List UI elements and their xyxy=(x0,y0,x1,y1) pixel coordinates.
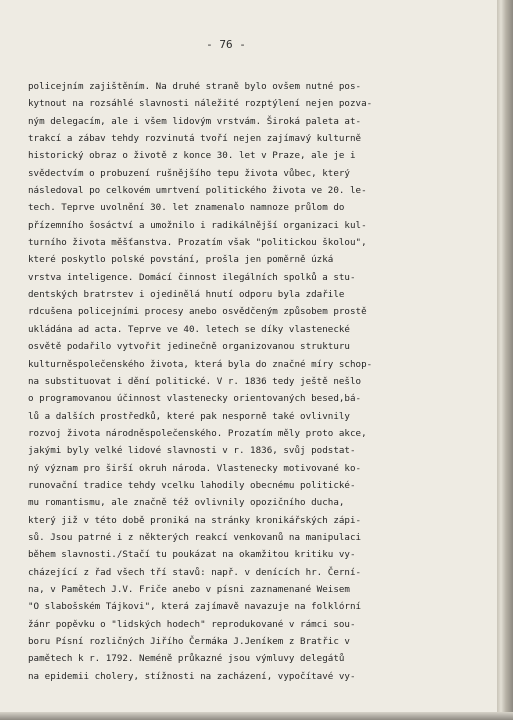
text-line: runovační tradice tehdy vcelku lahodily obecnému politické- xyxy=(28,479,356,491)
text-line: žánr popěvku o "lidských hodech" reprodukované v rámci sou- xyxy=(28,618,356,630)
text-line: tech. Teprve uvolnění 30. let znamenalo namnoze průlom do xyxy=(28,202,345,214)
page-bottom-edge xyxy=(0,712,513,720)
text-line: cházející z řad všech tří stavů: např. v denících hr. Černí- xyxy=(28,566,362,578)
text-line: rozvoj života národněspolečenského. Prozatím měly proto akce, xyxy=(28,427,367,439)
text-line: vrstva inteligence. Domácí činnost ilegálních spolků a stu- xyxy=(28,271,356,283)
text-line: které poskytlo polské povstání, prošla jen poměrně úzká xyxy=(28,254,334,266)
text-line: sů. Jsou patrné i z některých reakcí venkovanů na manipulaci xyxy=(28,531,362,543)
text-line: na epidemii cholery, stížnosti na zacházení, vypočítavé vy- xyxy=(28,670,356,682)
text-line: přízemního šosáctví a umožnilo i radikálnější organizaci kul- xyxy=(28,219,367,231)
text-line: "O slabošském Tájkovi", která zajímavě navazuje na folklórní xyxy=(28,601,362,613)
text-line: o programovanou účinnost vlastenecky orientovaných besed,bá- xyxy=(28,393,362,405)
text-line: boru Písní rozličných Jiřího Čermáka J.Jeníkem z Bratřic v xyxy=(28,636,350,647)
text-line: jakými byly velké lidové slavnosti v r. 1836, svůj podstat- xyxy=(28,445,356,457)
text-line: mu romantismu, ale značně též ovlivnily opozičního ducha, xyxy=(28,497,345,509)
text-line: svědectvím o probuzení rušnějšího tepu života vůbec, který xyxy=(28,167,350,179)
text-line: kytnout na rozsáhlé slavnosti náležité rozptýlení nejen pozva- xyxy=(28,98,373,110)
text-line: dentských bratrstev i ojedinělá hnutí odporu byla zdařile xyxy=(28,289,345,301)
text-line: následoval po celkovém umrtvení politického života ve 20. le- xyxy=(28,185,367,197)
text-line: trakcí a zábav tehdy rozvinutá tvoří nejen zajímavý kulturně xyxy=(28,133,362,145)
text-line: na, v Pamětech J.V. Friče anebo v písni zaznamenané Weisem xyxy=(28,583,350,595)
text-line: rdcušena policejními procesy anebo osvědčeným způsobem prostě xyxy=(28,306,367,318)
text-line: ukládána ad acta. Teprve ve 40. letech se díky vlastenecké xyxy=(28,323,350,335)
text-line: kulturněspolečenského života, která byla do značné míry schop- xyxy=(28,358,373,370)
text-line: historický obraz o životě z konce 30. let v Praze, ale je i xyxy=(28,150,356,162)
page-number: - 76 - xyxy=(206,38,246,51)
text-line: policejním zajištěním. Na druhé straně bylo ovšem nutné pos- xyxy=(28,81,362,92)
text-line: turního života měšťanstva. Prozatím však "politickou školou", xyxy=(28,237,367,249)
text-line: osvětě podařilo vytvořit jedinečně organizovanou strukturu xyxy=(28,341,350,353)
text-line: pamětech k r. 1792. Neméně průkazné jsou výmluvy delegátů xyxy=(28,653,345,665)
text-line: lů a dalších prostředků, které pak nesporně také ovlivnily xyxy=(28,410,350,422)
body-text xyxy=(28,78,458,685)
page-edge xyxy=(497,0,513,720)
text-line: ný význam pro širší okruh národa. Vlastenecky motivované ko- xyxy=(28,462,362,474)
text-line: na substituovat i dění politické. V r. 1836 tedy ještě nešlo xyxy=(28,375,362,387)
text-line: ným delegacím, ale i všem lidovým vrstvám. Široká paleta at- xyxy=(28,115,362,127)
text-line: který již v této době proniká na stránky kronikářských zápi- xyxy=(28,514,362,526)
text-line: během slavnosti./Stačí tu poukázat na okamžitou kritiku vy- xyxy=(28,549,356,561)
